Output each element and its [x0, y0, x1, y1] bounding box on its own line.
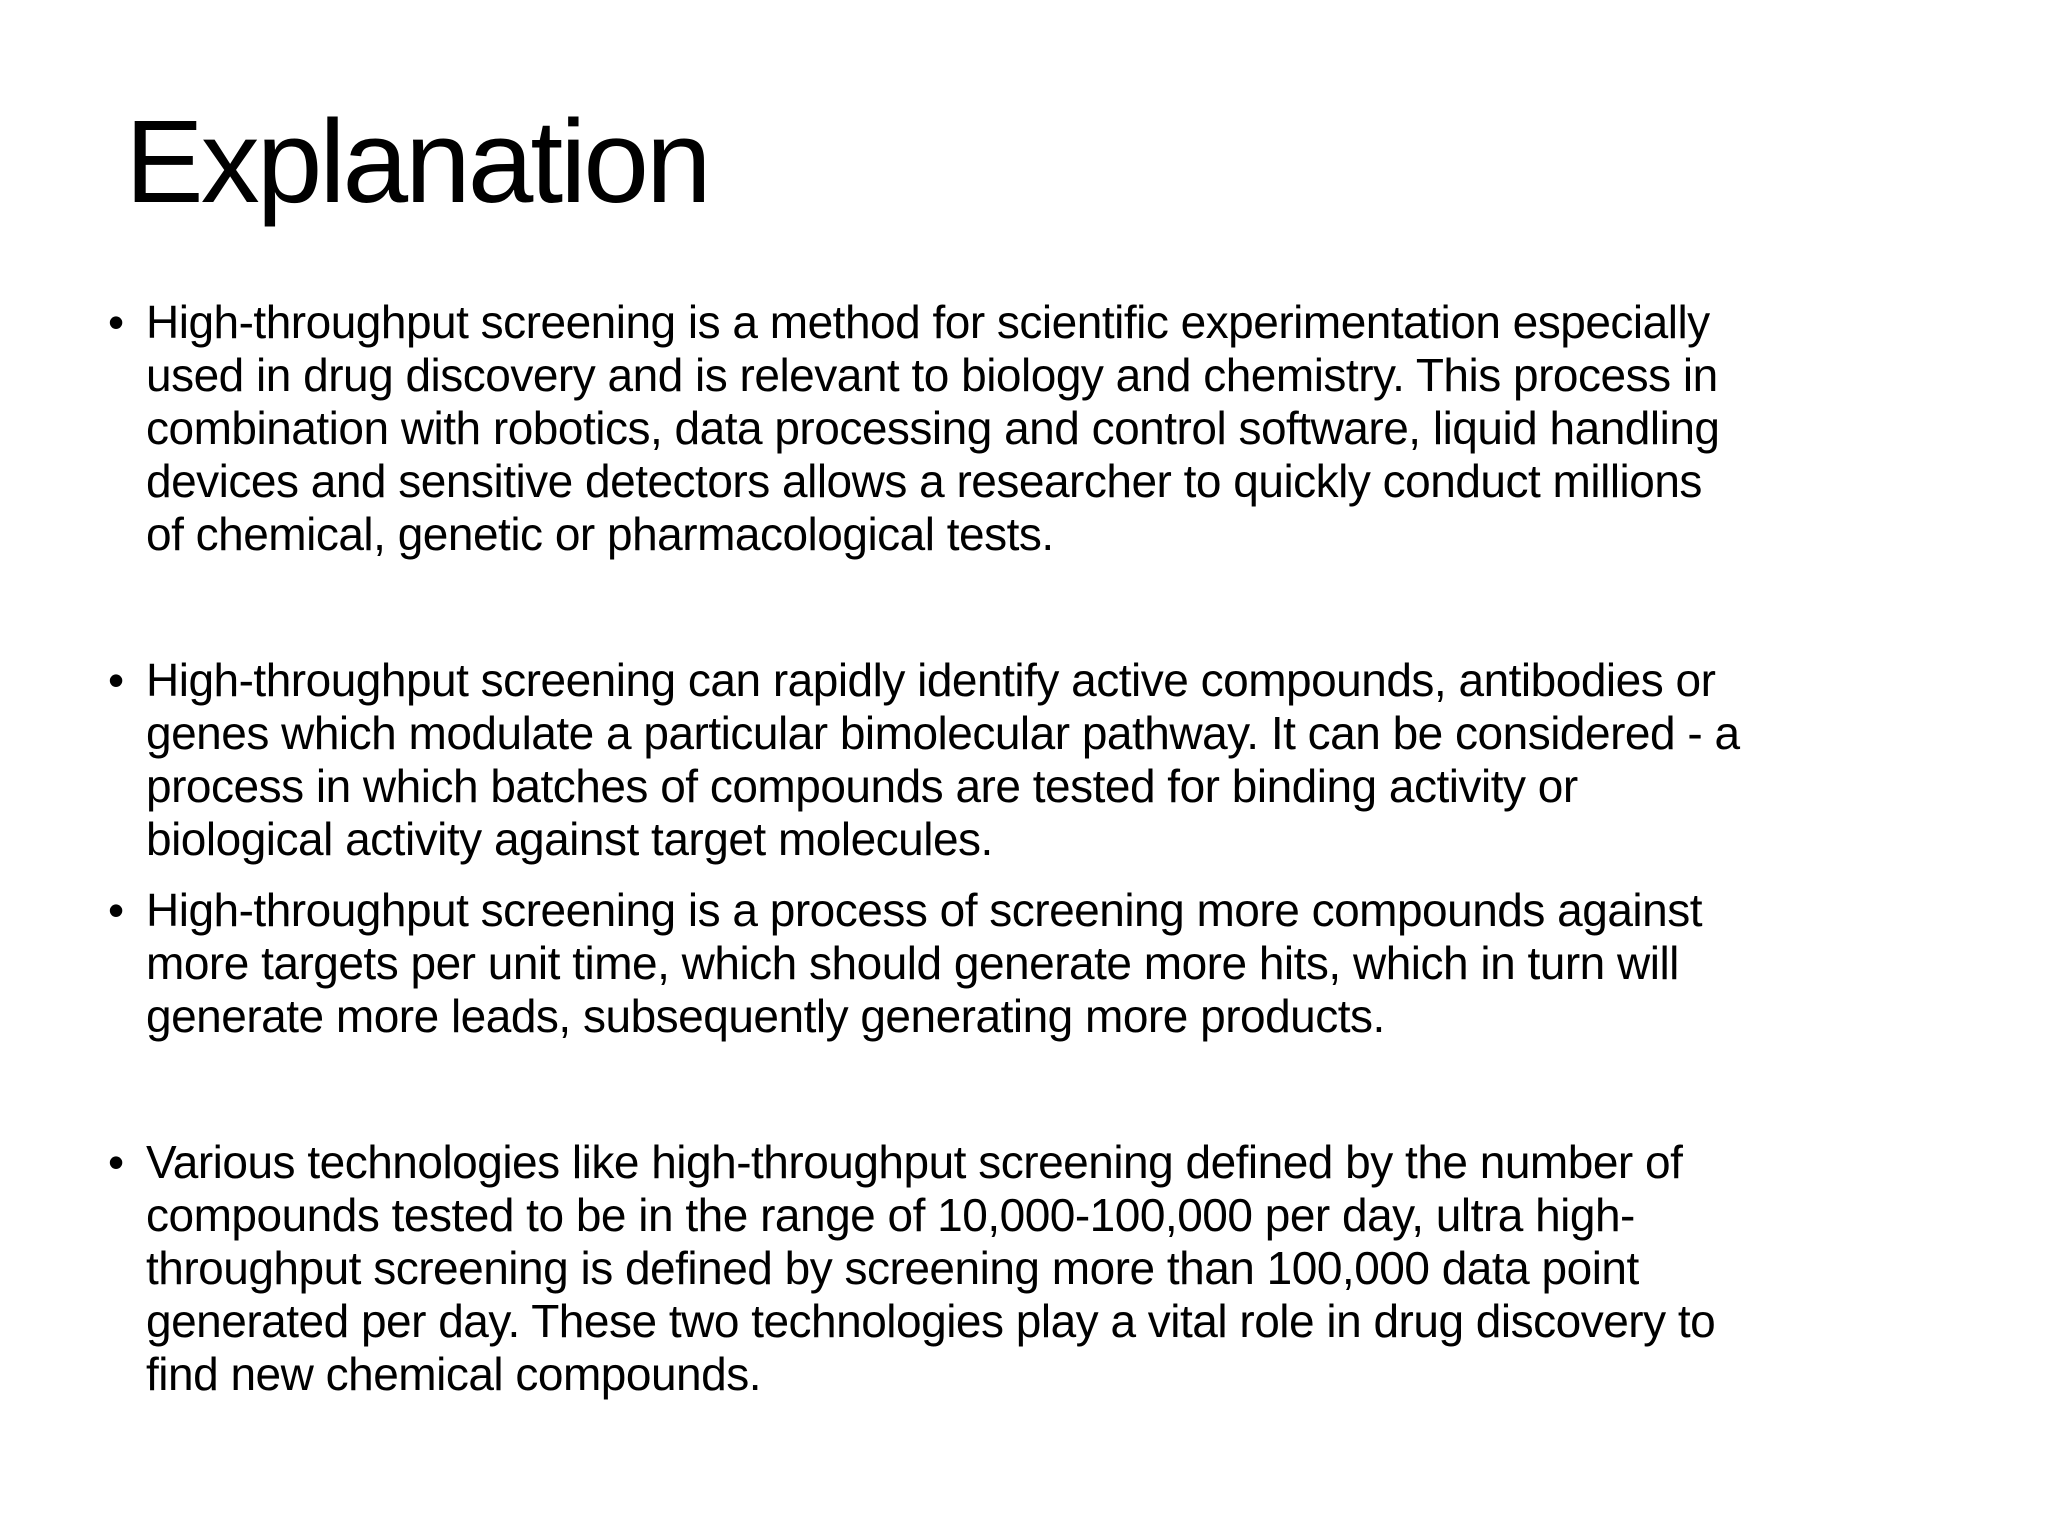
- bullet-item: • High-throughput screening is a method for scientific experimentation especially used in drug discovery and is relevant to biology and chemistry. This process in combination with robotics, data processing and control software, liquid handling devices and sensitive detectors allows a researcher to quickly conduct millions of chemical, genetic or pharmacological tests.: [108, 296, 1968, 561]
- bullet-list: [108, 296, 1968, 1401]
- bullet-item: • High-throughput screening is a process of screening more compounds against more targets per unit time, which should generate more hits, which in turn will generate more leads, subsequently generating more products.: [108, 884, 1968, 1043]
- bullet-item: • Various technologies like high-throughput screening defined by the number of compounds tested to be in the range of 10,000-100,000 per day, ultra high- throughput screening is defined by screening more than 100,000 data point generated per day. These two technologies play a vital role in drug discovery to find new chemical compounds.: [108, 1136, 1968, 1401]
- bullet-item: • High-throughput screening can rapidly identify active compounds, antibodies or genes which modulate a particular bimolecular pathway. It can be considered - a process in which batches of compounds are tested for binding activity or biological activity against target molecules.: [108, 654, 1968, 866]
- slide-title: Explanation: [125, 96, 709, 228]
